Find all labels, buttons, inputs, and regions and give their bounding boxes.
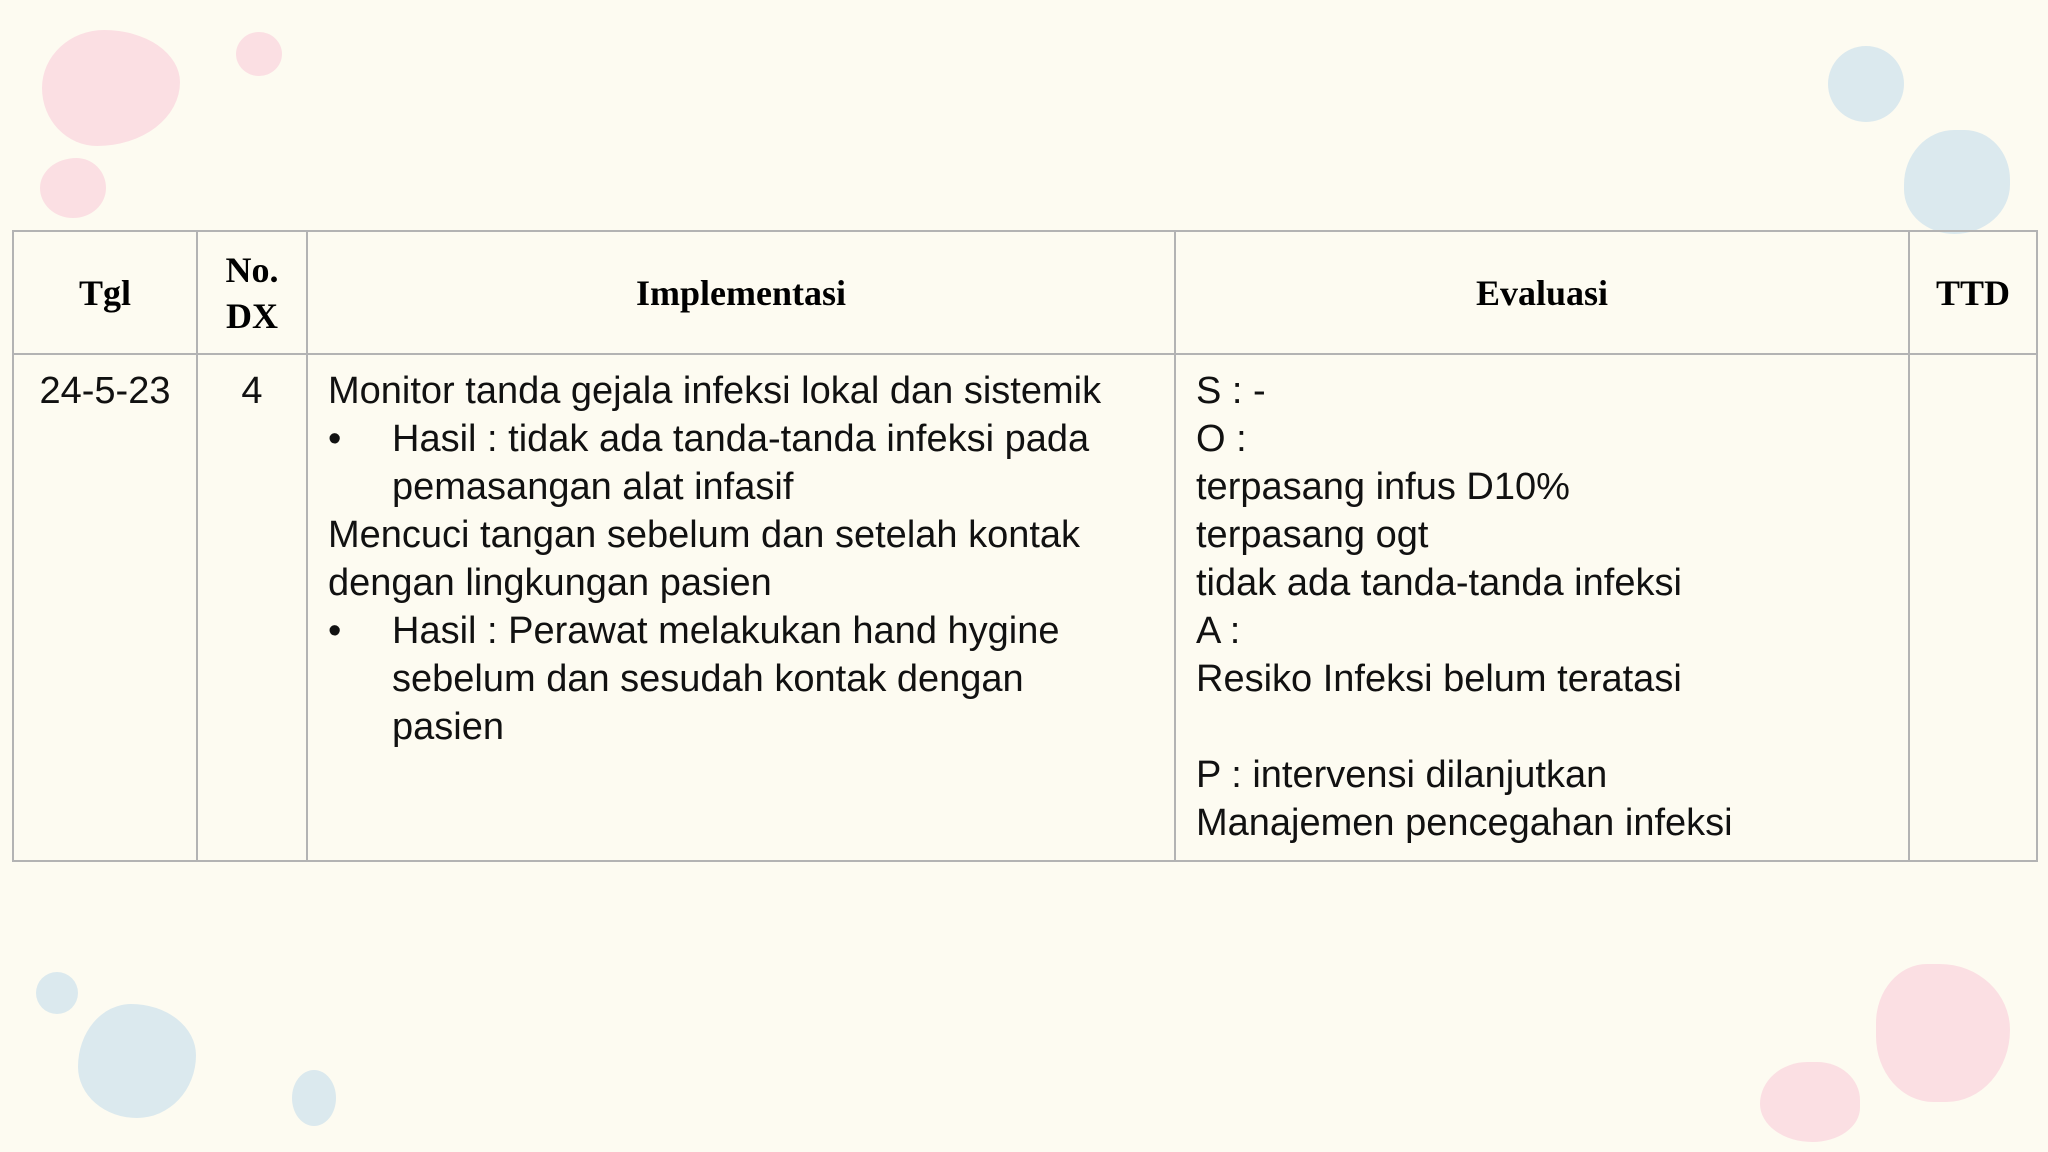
result-1-line-1: Hasil : tidak ada tanda-tanda infeksi pada	[392, 418, 1090, 460]
decorative-blob	[1828, 46, 1904, 122]
implementation-action-2-line-2: dengan lingkungan pasien	[328, 562, 772, 604]
cell-no-dx	[197, 354, 307, 861]
header-no-dx-line1: No.	[225, 249, 279, 290]
date-value: 24-5-23	[39, 370, 171, 412]
header-tgl-label: Tgl	[78, 272, 131, 313]
evaluation-assessment: A :	[1196, 610, 1241, 652]
implementation-result-2	[328, 607, 1154, 751]
header-implementasi-label: Implementasi	[636, 272, 846, 313]
bullet-symbol: •	[328, 418, 342, 460]
cell-evaluasi	[1175, 354, 1909, 861]
bullet-symbol: •	[328, 610, 342, 652]
header-no-dx-line2: DX	[226, 295, 278, 336]
evaluation-subjective: S : -	[1196, 370, 1266, 412]
implementation-evaluation-table-container	[12, 230, 2036, 862]
result-1-line-2: pemasangan alat infasif	[392, 466, 794, 508]
result-2-line-1: Hasil : Perawat melakukan hand hygine	[392, 610, 1060, 652]
decorative-blob	[292, 1070, 336, 1126]
table-row	[13, 354, 2037, 861]
implementation-action-1: Monitor tanda gejala infeksi lokal dan sistemik	[328, 370, 1102, 412]
decorative-blob	[1904, 130, 2010, 234]
plan-item-1: Manajemen pencegahan infeksi	[1196, 802, 1733, 844]
decorative-blob	[42, 30, 180, 146]
implementation-evaluation-table	[12, 230, 2038, 862]
header-no-dx	[197, 231, 307, 354]
decorative-blob	[1760, 1062, 1860, 1142]
header-ttd-label: TTD	[1935, 272, 2011, 313]
header-ttd	[1909, 231, 2037, 354]
objective-item-3: tidak ada tanda-tanda infeksi	[1196, 562, 1682, 604]
table-header-row	[13, 231, 2037, 354]
header-evaluasi	[1175, 231, 1909, 354]
diagnosis-number: 4	[241, 370, 263, 412]
evaluation-plan: P : intervensi dilanjutkan	[1196, 754, 1608, 796]
objective-item-1: terpasang infus D10%	[1196, 466, 1570, 508]
cell-implementasi	[307, 354, 1175, 861]
evaluation-objective: O :	[1196, 418, 1247, 460]
result-2-line-2: sebelum dan sesudah kontak dengan	[392, 658, 1024, 700]
decorative-blob	[78, 1004, 196, 1118]
decorative-blob	[36, 972, 78, 1014]
cell-ttd	[1909, 354, 2037, 861]
implementation-result-1	[328, 415, 1154, 511]
result-2-line-3: pasien	[392, 706, 504, 748]
header-tgl	[13, 231, 197, 354]
assessment-item-1: Resiko Infeksi belum teratasi	[1196, 658, 1682, 700]
objective-item-2: terpasang ogt	[1196, 514, 1429, 556]
decorative-blob	[1876, 964, 2010, 1102]
header-evaluasi-label: Evaluasi	[1475, 272, 1609, 313]
decorative-blob	[236, 32, 282, 76]
header-implementasi	[307, 231, 1175, 354]
spacer	[1196, 703, 1888, 751]
cell-tgl	[13, 354, 197, 861]
implementation-action-2-line-1: Mencuci tangan sebelum dan setelah kontak	[328, 514, 1081, 556]
decorative-blob	[40, 158, 106, 218]
